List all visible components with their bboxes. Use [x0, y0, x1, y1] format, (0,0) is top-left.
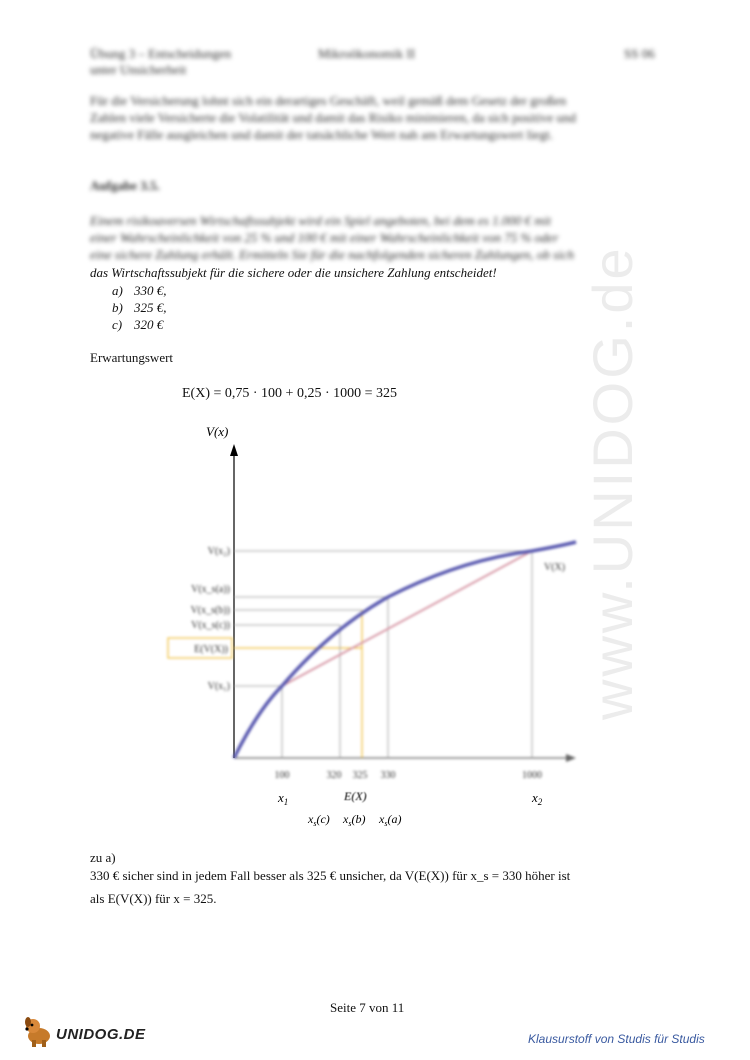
- y-label-v-xsa: V(x_s(a)): [191, 584, 230, 595]
- answer-line1: 330 € sicher sind in jedem Fall besser als 325 € unsicher, da V(E(X)) für x_s = 330 höher ist: [90, 868, 571, 883]
- task-text-blurred: [90, 212, 670, 263]
- option-label: b): [112, 300, 123, 315]
- x-tick-1000: 1000: [522, 770, 542, 781]
- header-left: [90, 46, 231, 78]
- header-right: SS 06: [624, 46, 655, 61]
- x-axis-arrow: [566, 754, 576, 762]
- option-value: 320 €: [134, 317, 164, 332]
- expected-value-heading: Erwartungswert: [90, 350, 174, 365]
- utility-diagram: [150, 420, 590, 840]
- xs-b-label: $x_s(b)$: [343, 812, 366, 828]
- y-label-v-xsc: V(x_s(c)): [191, 620, 230, 631]
- option-c: [112, 317, 163, 333]
- intro-line: Zahlen viele Versicherte die Volatilität und damit das Risiko minimieren, da sich positive und: [90, 110, 576, 125]
- xs-a-label: $x_s(a)$: [379, 812, 402, 828]
- y-label-v-x1: V(x₁): [207, 681, 230, 692]
- logo-text: UNIDOG.DE: [56, 1026, 146, 1043]
- y-label-expected-utility: E(V(X)): [194, 644, 228, 655]
- y-axis-arrow: [230, 444, 238, 456]
- task-title: Aufgabe 3.5.: [90, 178, 160, 193]
- formula: E(X) = 0,75 · 100 + 0,25 · 1000 = 325: [182, 386, 397, 401]
- unidog-logo: [22, 1014, 172, 1050]
- option-value: 330 €,: [134, 283, 167, 298]
- header-left-line1: Übung 3 – Entscheidungen: [90, 46, 232, 61]
- y-axis-label: V(x): [206, 424, 229, 439]
- page-number: Seite 7 von 11: [330, 1000, 405, 1015]
- task-line: eine sichere Zahlung erhält. Ermitteln Sie für die nachfolgenden sicheren Zahlungen, ob sich: [90, 247, 575, 262]
- x1-label: $x_1$: [278, 790, 289, 807]
- xs-c-label: $x_s(c)$: [308, 812, 330, 828]
- x-tick-330: 330: [380, 770, 396, 781]
- task-line: Einem risikoaversen Wirtschaftssubjekt wird ein Spiel angeboten, bei dem es 1.000 € mit: [90, 213, 551, 228]
- watermark: www.UNIDOG.de: [581, 245, 644, 720]
- option-b: [112, 300, 167, 316]
- option-value: 325 €,: [134, 300, 167, 315]
- task-text-visible: das Wirtschaftssubjekt für die sichere oder die unsichere Zahlung entscheidet!: [90, 265, 497, 280]
- x2-label: $x_2$: [532, 790, 543, 807]
- option-label: a): [112, 283, 123, 298]
- ex-label: E(X): [344, 789, 367, 803]
- answer-heading: zu a): [90, 850, 116, 865]
- graph-body: [168, 542, 576, 781]
- option-a: [112, 283, 167, 299]
- header-center: Mikroökonomik II: [318, 46, 416, 61]
- task-line: einer Wahrscheinlichkeit von 25 % und 100 € mit einer Wahrscheinlichkeit von 75 % oder: [90, 230, 559, 245]
- footer-tagline: Klausurstoff von Studis für Studis: [528, 1032, 705, 1046]
- y-label-v-x2: V(x₂): [207, 546, 230, 557]
- header-left-line2: unter Unsicherheit: [90, 62, 187, 77]
- option-label: c): [112, 317, 123, 332]
- dog-icon: [22, 1014, 56, 1048]
- curve-label: V(X): [544, 562, 566, 573]
- x-tick-320: 320: [326, 770, 342, 781]
- intro-paragraph: [90, 92, 670, 143]
- chord-line: [282, 551, 532, 686]
- utility-curve: [234, 542, 576, 758]
- intro-line: negative Fälle ausgleichen und damit der tatsächliche Wert nah am Erwartungswert liegt.: [90, 127, 553, 142]
- intro-line: Für die Versicherung lohnt sich ein derartiges Geschäft, weil gemäß dem Gesetz der großen: [90, 93, 567, 108]
- x-tick-100: 100: [274, 770, 290, 781]
- y-label-v-xsb: V(x_s(b)): [190, 605, 230, 616]
- answer-line2: als E(V(X)) für x = 325.: [90, 891, 217, 906]
- x-tick-325: 325: [352, 770, 368, 781]
